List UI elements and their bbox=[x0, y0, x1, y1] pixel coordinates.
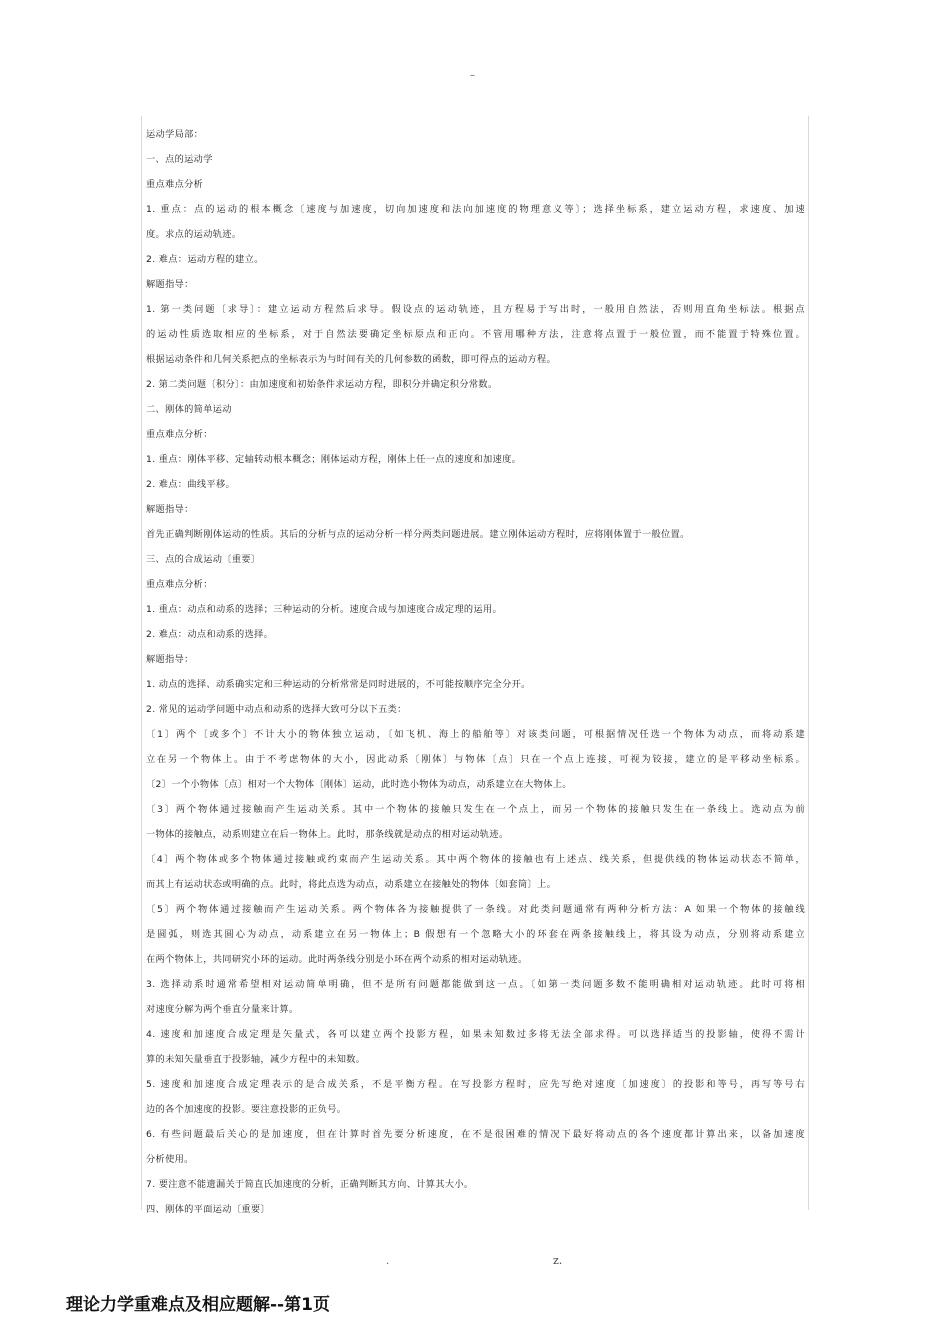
text-line: 2. 难点：运动方程的建立。 bbox=[146, 254, 264, 265]
text-line: 算的未知矢量垂直于投影轴，减少方程中的未知数。 bbox=[146, 1054, 366, 1065]
text-line: 4. 速度和加速度合成定理是矢量式，各可以建立两个投影方程，如果未知数过多将无法全部求得。可以选择适当的投影轴，使得不需计 bbox=[146, 1029, 805, 1040]
text-line: 度。求点的运动轨迹。 bbox=[146, 229, 242, 240]
text-line: 而其上有运动状态或明确的点。此时，将此点选为动点，动系建立在接触处的物体〔如套筒〕上。 bbox=[146, 879, 557, 890]
page-title: 理论力学重难点及相应题解--第1页 bbox=[66, 1295, 330, 1315]
text-line: 1. 重点：刚体平移、定轴转动根本概念；刚体运动方程，刚体上任一点的速度和加速度。 bbox=[146, 454, 522, 465]
text-line: 解题指导： bbox=[146, 504, 194, 515]
text-line: 首先正确判断刚体运动的性质。其后的分析与点的运动分析一样分两类问题进展。建立刚体运动方程时，应将刚体置于一般位置。 bbox=[146, 529, 690, 540]
text-line: 3. 选择动系时通常希望相对运动简单明确，但不是所有问题都能做到这一点。〔如第一类问题多数不能明确相对运动轨迹。此时可将相 bbox=[146, 979, 805, 990]
text-line: 1. 第一类问题〔求导〕：建立运动方程然后求导。假设点的运动轨迹，且方程易于写出时，一般用自然法，否则用直角坐标法。根据点 bbox=[146, 304, 805, 315]
text-line: 5. 速度和加速度合成定理表示的是合成关系，不是平衡方程。在写投影方程时，应先写绝对速度〔加速度〕的投影和等号，再写等号右 bbox=[146, 1079, 805, 1090]
text-line: 重点难点分析： bbox=[146, 429, 213, 440]
text-line: 1. 动点的选择、动系确实定和三种运动的分析常常是同时进展的，不可能按顺序完全分开。 bbox=[146, 679, 531, 690]
text-line: 是圆弧，则选其圆心为动点，动系建立在另一物体上；B 假想有一个忽略大小的环套在两条接触线上，将其设为动点，分别将动系建立 bbox=[146, 929, 805, 940]
text-line: 立在另一个物体上。由于不考虑物体的大小，因此动系〔刚体〕与物体〔点〕只在一个点上连接，可视为铰接，建立的是平移动坐标系。 bbox=[146, 754, 805, 765]
text-line: 在两个物体上，共同研究小环的运动。此时两条线分别是小环在两个动系的相对运动轨迹。 bbox=[146, 954, 528, 965]
text-line: 一、点的运动学 bbox=[146, 154, 213, 165]
text-line: 〔3〕两个物体通过接触而产生运动关系。其中一个物体的接触只发生在一个点上，而另一个物体的接触只发生在一条线上。选动点为前 bbox=[146, 804, 805, 815]
text-line: 解题指导： bbox=[146, 654, 194, 665]
footer-dot: . bbox=[386, 1256, 390, 1267]
text-line: 分析使用。 bbox=[146, 1154, 194, 1165]
text-line: 〔1〕两个〔或多个〕不计大小的物体独立运动，〔如飞机、海上的船舶等〕对该类问题，可根据情况任选一个物体为动点，而将动系建 bbox=[146, 729, 805, 740]
text-line: 2. 第二类问题〔积分〕：由加速度和初始条件求运动方程，即积分并确定积分常数。 bbox=[146, 379, 498, 390]
text-line: 6. 有些问题最后关心的是加速度，但在计算时首先要分析速度，在不是很困难的情况下最好将动点的各个速度都计算出来，以备加速度 bbox=[146, 1129, 805, 1140]
text-line: 7. 要注意不能遗漏关于简直氏加速度的分析，正确判断其方向、计算其大小。 bbox=[146, 1179, 474, 1190]
footer-page-marker: z. bbox=[553, 1254, 563, 1267]
header-mark: – bbox=[470, 70, 475, 81]
text-line: 1. 重点：动点和动系的选择；三种运动的分析。速度合成与加速度合成定理的运用。 bbox=[146, 604, 503, 615]
text-line: 2. 难点：动点和动系的选择。 bbox=[146, 629, 274, 640]
text-line: 一物体的接触点，动系则建立在后一物体上。此时，那条线就是动点的相对运动轨迹。 bbox=[146, 829, 509, 840]
text-line: 重点难点分析： bbox=[146, 579, 213, 590]
text-line: 三、点的合成运动〔重要〕 bbox=[146, 554, 261, 565]
text-line: 2. 难点：曲线平移。 bbox=[146, 479, 236, 490]
text-line: 1. 重点：点的运动的根本概念〔速度与加速度，切向加速度和法向加速度的物理意义等〕；选择坐标系，建立运动方程，求速度、加速 bbox=[146, 204, 805, 215]
text-line: 边的各个加速度的投影。要注意投影的正负号。 bbox=[146, 1104, 347, 1115]
text-line: 二、刚体的简单运动 bbox=[146, 404, 232, 415]
text-line: 2. 常见的运动学问题中动点和动系的选择大致可分以下五类： bbox=[146, 704, 407, 715]
text-line: 四、刚体的平面运动〔重要〕 bbox=[146, 1204, 270, 1215]
text-line: 重点难点分析 bbox=[146, 179, 204, 190]
text-line: 〔4〕两个物体或多个物体通过接触或约束而产生运动关系。其中两个物体的接触也有上述点、线关系，但提供线的物体运动状态不简单， bbox=[146, 854, 805, 865]
text-line: 运动学局部： bbox=[146, 129, 204, 140]
text-line: 〔5〕两个物体通过接触而产生运动关系。两个物体各为接触提供了一条线。对此类问题通常有两种分析方法：A 如果一个物体的接触线 bbox=[146, 904, 805, 915]
text-line: 根据运动条件和几何关系把点的坐标表示为与时间有关的几何参数的函数，即可得点的运动方程。 bbox=[146, 354, 557, 365]
text-line: 的运动性质选取相应的坐标系，对于自然法要确定坐标原点和正向。不管用哪种方法，注意将点置于一般位置，而不能置于特殊位置。 bbox=[146, 329, 805, 340]
document-body bbox=[141, 116, 809, 1215]
text-line: 对速度分解为两个垂直分量来计算。 bbox=[146, 1004, 299, 1015]
text-line: 〔2〕一个小物体〔点〕相对一个大物体〔刚体〕运动，此时选小物体为动点，动系建立在大物体上。 bbox=[146, 779, 572, 790]
text-line: 解题指导： bbox=[146, 279, 194, 290]
